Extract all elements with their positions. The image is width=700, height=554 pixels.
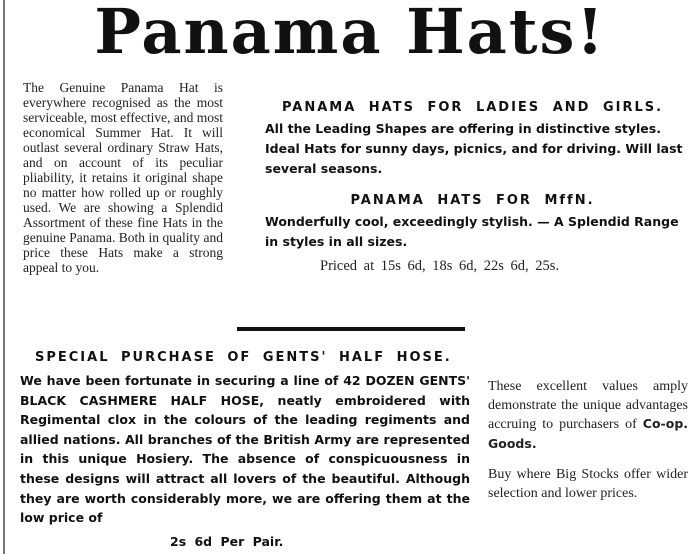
- headline: Panama Hats!: [94, 0, 606, 68]
- men-price-line: Priced at 15s 6d, 18s 6d, 22s 6d, 25s.: [320, 258, 560, 274]
- coop-goods-emphasis: Co-op. Goods.: [488, 416, 689, 451]
- ladies-body: All the Leading Shapes are offering in distinctive styles. Ideal Hats for sunny days, picnics, and for driving. Will last several seasons.: [265, 121, 683, 176]
- hose-section: [20, 350, 470, 549]
- left-border-line: [3, 0, 5, 554]
- men-heading: PANAMA HATS FOR MffN.: [350, 193, 595, 208]
- men-body: Wonderfully cool, exceedingly stylish. — A Splendid Range in styles in all sizes.: [265, 214, 679, 249]
- closing-section: [488, 378, 688, 503]
- closing-paragraph-2: Buy where Big Stocks offer wider selection and lower prices.: [488, 467, 688, 501]
- hose-body: We have been fortunate in securing a line of 42 DOZEN GENTS' BLACK CASHMERE HALF HOSE, neatly embroidered with Regimental clox in the colours of the leading regiments and allied nations. All branches of the British Army are represented in this unique Hosiery. The absence of conspicuousness in these designs will attract all lovers of the beautiful. Although they are worth considerably more, we are offering them at the low price of: [20, 373, 470, 526]
- closing-text: These excellent values amply demonstrate the unique advantages accruing to purchasers of: [488, 379, 688, 432]
- hose-heading: SPECIAL PURCHASE OF GENTS' HALF HOSE.: [35, 350, 452, 365]
- section-divider: [237, 327, 465, 331]
- ladies-heading: PANAMA HATS FOR LADIES AND GIRLS.: [281, 100, 664, 115]
- hose-price: 2s 6d Per Pair.: [170, 533, 284, 549]
- closing-paragraph-1: [488, 378, 688, 454]
- intro-paragraph: The Genuine Panama Hat is everywhere recognised as the most serviceable, most effective, and most economical Summer Hat. It will outlast several ordinary Straw Hats, and on account of its peculiar pliability, it retains it original shape no matter how rolled up or roughly used. We are showing a Splendid Assortment of these fine Hats in the genuine Panama. Both in quality and price these Hats make a strong appeal to you.: [23, 80, 223, 275]
- hats-section: [255, 96, 690, 275]
